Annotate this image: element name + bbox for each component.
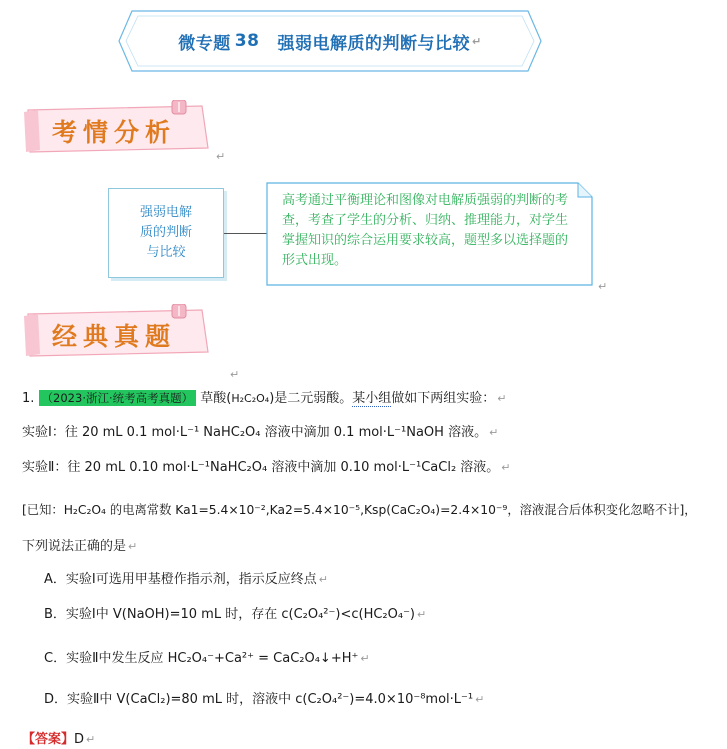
answer-line [22, 728, 95, 747]
experiment-1 [22, 423, 498, 443]
option-a[interactable] [44, 570, 328, 590]
title-text: 强弱电解质的判断与比较 [277, 33, 470, 54]
paragraph-mark-icon: ↵ [497, 392, 507, 405]
paragraph-mark-icon: ↵ [501, 461, 511, 474]
paragraph-mark-icon: ↵ [216, 150, 226, 163]
stem-part: 草酸( [200, 391, 232, 406]
page-title [118, 10, 542, 72]
option-a-text: A．实验Ⅰ可选用甲基橙作指示剂，指示反应终点 [44, 572, 317, 587]
connector-line [224, 233, 268, 234]
question-source-tag: （2023·浙江·统考高考真题） [39, 390, 197, 406]
paragraph-mark-icon: ↵ [489, 426, 499, 439]
topic-line: 强弱电解 [139, 205, 192, 220]
question-prompt [22, 537, 137, 557]
paragraph-mark-icon: ↵ [598, 280, 608, 293]
option-c-text: C．实验Ⅱ中发生反应 HC₂O₄⁻+Ca²⁺ = CaC₂O₄↓+H⁺ [44, 651, 359, 666]
paragraph-mark-icon: ↵ [471, 34, 482, 48]
section-title-classic: 经典真题 [52, 322, 177, 351]
topic-line: 质的判断 [139, 225, 192, 240]
analysis-description: 高考通过平衡理论和图像对电解质强弱的判断的考查，考查了学生的分析、归纳、推理能力，对学生掌握知识的综合运用要求较高，题型多以选择题的形式出现。 [282, 193, 569, 268]
paragraph-mark-icon: ↵ [318, 573, 328, 586]
title-prefix: 微专题 [178, 33, 231, 54]
question-stem [22, 388, 507, 409]
answer-label: 【答案】 [22, 732, 75, 747]
question-prompt-text: 下列说法正确的是 [22, 539, 127, 554]
option-d[interactable] [44, 690, 484, 710]
question-number: 1. [22, 391, 35, 406]
paragraph-mark-icon: ↵ [475, 693, 485, 706]
experiment-1-text: 实验Ⅰ：往 20 mL 0.1 mol·L⁻¹ NaHC₂O₄ 溶液中滴加 0.1 mol·L⁻¹NaOH 溶液。 [22, 425, 488, 440]
option-c[interactable] [44, 649, 370, 669]
option-b-text: B．实验Ⅰ中 V(NaOH)=10 mL 时，存在 c(C₂O₄²⁻)<c(HC₂O₄⁻) [44, 607, 416, 622]
section-title-analysis: 考情分析 [52, 118, 177, 147]
experiment-2-text: 实验Ⅱ：往 20 mL 0.10 mol·L⁻¹NaHC₂O₄ 溶液中滴加 0.10 mol·L⁻¹CaCl₂ 溶液。 [22, 460, 500, 475]
paragraph-mark-icon: ↵ [230, 368, 240, 381]
topic-box [108, 188, 224, 278]
stem-part: )是二元弱酸。 [269, 391, 353, 406]
topic-line: 与比较 [146, 245, 186, 260]
stem-part: 做如下两组实验： [391, 391, 496, 406]
stem-formula: H₂C₂O₄ [231, 392, 270, 405]
paragraph-mark-icon: ↵ [417, 608, 427, 621]
experiment-2 [22, 458, 511, 478]
known-constants [22, 500, 697, 520]
stem-underlined: 某小组 [352, 391, 392, 406]
option-d-text: D．实验Ⅱ中 V(CaCl₂)=80 mL 时，溶液中 c(C₂O₄²⁻)=4.0×10⁻⁸mol·L⁻¹ [44, 692, 474, 707]
title-number: 38 [234, 31, 260, 51]
paragraph-mark-icon: ↵ [128, 540, 138, 553]
option-b[interactable] [44, 605, 426, 625]
paragraph-mark-icon: ↵ [86, 733, 96, 746]
answer-value: D [74, 732, 85, 747]
known-constants-text: [已知：H₂C₂O₄ 的电离常数 Ka1=5.4×10⁻²,Ka2=5.4×10⁻⁵,Ksp(CaC₂O₄)=2.4×10⁻⁹，溶液混合后体积变化忽略不计]， [22, 503, 697, 517]
paragraph-mark-icon: ↵ [360, 652, 370, 665]
